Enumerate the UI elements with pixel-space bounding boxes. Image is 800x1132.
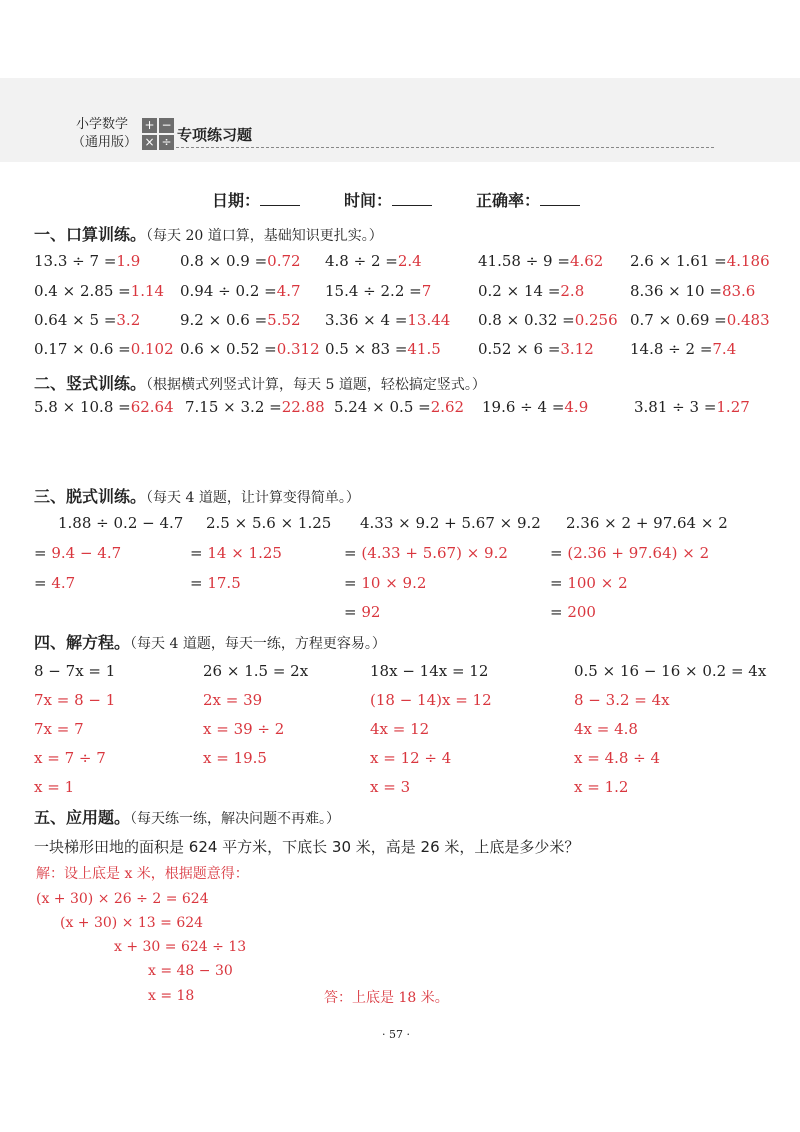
- vertical-answer: 4.9: [564, 398, 589, 416]
- equation-step: (18 − 14)x = 12: [370, 691, 492, 709]
- oral-problem: [180, 250, 301, 272]
- equation-step: 7x = 8 − 1: [34, 691, 116, 709]
- vertical-problem: [334, 396, 464, 418]
- section-word-note: （每天练一练，解决问题不再难。）: [130, 811, 341, 827]
- stepwise-step: [550, 572, 628, 594]
- stepwise-value: 14 × 1.25: [207, 544, 282, 562]
- oral-answer: 4.186: [726, 252, 770, 270]
- section-stepwise-title: [34, 484, 360, 507]
- stepwise-step: [344, 542, 508, 564]
- section-oral-note: （每天 20 道口算，基础知识更扎实。）: [146, 228, 383, 244]
- oral-question: 0.7 × 0.69 =: [630, 311, 727, 329]
- oral-problem: [630, 280, 755, 302]
- stepwise-step: [550, 542, 709, 564]
- oral-answer: 4.62: [569, 252, 604, 270]
- equals-sign: =: [190, 544, 208, 562]
- section-vertical-note: （根据横式列竖式计算，每天 5 道题，轻松搞定竖式。）: [146, 377, 486, 393]
- equals-sign: =: [344, 574, 362, 592]
- oral-problem: [180, 280, 301, 302]
- equals-sign: =: [34, 574, 52, 592]
- stepwise-value: 92: [361, 603, 381, 621]
- solution-step: (x + 30) × 26 ÷ 2 = 624: [36, 891, 209, 907]
- vertical-question: 3.81 ÷ 3 =: [634, 398, 717, 416]
- vertical-answer: 2.62: [430, 398, 465, 416]
- oral-answer: 3.2: [116, 311, 141, 329]
- equation-step: x = 12 ÷ 4: [370, 749, 452, 767]
- vertical-answer: 1.27: [716, 398, 750, 416]
- oral-answer: 7: [421, 282, 432, 300]
- section-stepwise-heading: 三、脱式训练。: [34, 487, 147, 506]
- section-oral-heading: 一、口算训练。: [34, 225, 147, 244]
- oral-problem: [630, 250, 770, 272]
- equals-sign: =: [550, 544, 568, 562]
- oral-answer: 0.102: [130, 340, 174, 358]
- equation: 8 − 7x = 1: [34, 662, 116, 680]
- oral-answer: 41.5: [407, 340, 441, 358]
- oral-question: 0.8 × 0.9 =: [180, 252, 268, 270]
- oral-question: 14.8 ÷ 2 =: [630, 340, 713, 358]
- oral-question: 4.8 ÷ 2 =: [325, 252, 398, 270]
- solution-step: x + 30 = 624 ÷ 13: [114, 939, 247, 955]
- stepwise-value: 17.5: [207, 574, 241, 592]
- accuracy-field: [476, 188, 580, 211]
- oral-problem: [478, 309, 618, 331]
- divide-icon: ÷: [159, 135, 174, 150]
- equals-sign: =: [550, 574, 568, 592]
- oral-question: 41.58 ÷ 9 =: [478, 252, 570, 270]
- oral-question: 0.6 × 0.52 =: [180, 340, 277, 358]
- page-number: · 57 ·: [382, 1028, 410, 1041]
- equals-sign: =: [190, 574, 208, 592]
- oral-question: 0.5 × 83 =: [325, 340, 408, 358]
- date-blank: [260, 191, 300, 206]
- section-equations-heading: 四、解方程。: [34, 633, 131, 652]
- stepwise-step: [344, 601, 380, 623]
- oral-question: 0.94 ÷ 0.2 =: [180, 282, 277, 300]
- stepwise-step: [344, 572, 426, 594]
- stepwise-step: [34, 572, 75, 594]
- stepwise-value: 4.7: [51, 574, 76, 592]
- oral-problem: [180, 338, 320, 360]
- oral-answer: 5.52: [267, 311, 301, 329]
- solution-step: x = 48 − 30: [148, 963, 233, 979]
- stepwise-step: [550, 601, 596, 623]
- oral-problem: [630, 309, 770, 331]
- oral-problem: [34, 338, 174, 360]
- equals-sign: =: [550, 603, 568, 621]
- time-label: 时间：: [344, 191, 393, 210]
- vertical-question: 5.8 × 10.8 =: [34, 398, 131, 416]
- equation-step: 7x = 7: [34, 720, 84, 738]
- oral-problem: [325, 250, 422, 272]
- stepwise-value: (4.33 + 5.67) × 9.2: [361, 544, 508, 562]
- brand-line-1: 小学数学: [76, 117, 129, 132]
- oral-answer: 0.312: [276, 340, 320, 358]
- date-field: [212, 188, 300, 211]
- oral-answer: 2.4: [397, 252, 422, 270]
- stepwise-value: 200: [567, 603, 596, 621]
- oral-question: 2.6 × 1.61 =: [630, 252, 727, 270]
- oral-question: 0.17 × 0.6 =: [34, 340, 131, 358]
- oral-question: 0.4 × 2.85 =: [34, 282, 131, 300]
- stepwise-expression: 1.88 ÷ 0.2 − 4.7: [58, 514, 184, 532]
- vertical-question: 5.24 × 0.5 =: [334, 398, 431, 416]
- time-blank: [392, 191, 432, 206]
- section-word-title: [34, 805, 340, 828]
- oral-problem: [180, 309, 301, 331]
- oral-answer: 0.72: [267, 252, 301, 270]
- header-divider: [176, 147, 714, 148]
- oral-answer: 0.256: [574, 311, 618, 329]
- oral-answer: 7.4: [712, 340, 737, 358]
- accuracy-label: 正确率：: [476, 191, 541, 210]
- times-icon: ×: [142, 135, 157, 150]
- stepwise-value: 10 × 9.2: [361, 574, 427, 592]
- stepwise-expression: 2.36 × 2 + 97.64 × 2: [566, 514, 728, 532]
- equals-sign: =: [344, 544, 362, 562]
- stepwise-step: [190, 542, 282, 564]
- vertical-answer: 22.88: [281, 398, 325, 416]
- minus-icon: −: [159, 118, 174, 133]
- equation-step: x = 1.2: [574, 778, 629, 796]
- solution-intro: 解：设上底是 x 米，根据题意得：: [36, 866, 249, 882]
- equals-sign: =: [344, 603, 362, 621]
- word-answer: 答：上底是 18 米。: [324, 990, 449, 1006]
- vertical-question: 7.15 × 3.2 =: [185, 398, 282, 416]
- oral-answer: 2.8: [560, 282, 585, 300]
- oral-problem: [478, 338, 594, 360]
- equals-sign: =: [34, 544, 52, 562]
- section-stepwise-note: （每天 4 道题，让计算变得简单。）: [146, 490, 360, 506]
- oral-question: 0.2 × 14 =: [478, 282, 561, 300]
- vertical-problem: [34, 396, 174, 418]
- oral-problem: [34, 309, 140, 331]
- stepwise-value: (2.36 + 97.64) × 2: [567, 544, 710, 562]
- section-word-heading: 五、应用题。: [34, 808, 131, 827]
- oral-question: 0.52 × 6 =: [478, 340, 561, 358]
- oral-question: 8.36 × 10 =: [630, 282, 722, 300]
- oral-answer: 0.483: [726, 311, 770, 329]
- date-label: 日期：: [212, 191, 261, 210]
- vertical-question: 19.6 ÷ 4 =: [482, 398, 565, 416]
- oral-question: 0.64 × 5 =: [34, 311, 117, 329]
- section-vertical-heading: 二、竖式训练。: [34, 374, 147, 393]
- section-equations-title: [34, 630, 386, 653]
- plus-icon: +: [142, 118, 157, 133]
- oral-problem: [34, 280, 164, 302]
- oral-question: 9.2 × 0.6 =: [180, 311, 268, 329]
- oral-problem: [325, 280, 431, 302]
- stepwise-step: [190, 572, 241, 594]
- oral-problem: [478, 250, 603, 272]
- accuracy-blank: [540, 191, 580, 206]
- stepwise-expression: 4.33 × 9.2 + 5.67 × 9.2: [360, 514, 541, 532]
- stepwise-value: 9.4 − 4.7: [51, 544, 122, 562]
- header-title: 专项练习题: [177, 126, 253, 144]
- equation-step: x = 4.8 ÷ 4: [574, 749, 661, 767]
- oral-answer: 83.6: [721, 282, 756, 300]
- equation-step: x = 7 ÷ 7: [34, 749, 106, 767]
- time-field: [344, 188, 432, 211]
- oral-question: 15.4 ÷ 2.2 =: [325, 282, 422, 300]
- stepwise-step: [34, 542, 121, 564]
- vertical-answer: 62.64: [130, 398, 174, 416]
- oral-answer: 1.9: [116, 252, 141, 270]
- oral-question: 0.8 × 0.32 =: [478, 311, 575, 329]
- stepwise-expression: 2.5 × 5.6 × 1.25: [206, 514, 332, 532]
- equation: 0.5 × 16 − 16 × 0.2 = 4x: [574, 662, 767, 680]
- section-equations-note: （每天 4 道题，每天一练，方程更容易。）: [130, 636, 386, 652]
- oral-answer: 3.12: [560, 340, 594, 358]
- oral-question: 3.36 × 4 =: [325, 311, 408, 329]
- vertical-problem: [482, 396, 588, 418]
- oral-answer: 1.14: [130, 282, 165, 300]
- equation-step: 4x = 4.8: [574, 720, 638, 738]
- equation-step: x = 39 ÷ 2: [203, 720, 285, 738]
- equation-step: 2x = 39: [203, 691, 263, 709]
- oral-answer: 13.44: [407, 311, 451, 329]
- equation-step: x = 1: [34, 778, 75, 796]
- oral-problem: [34, 250, 140, 272]
- operations-logo: [142, 118, 174, 150]
- equation-step: x = 3: [370, 778, 411, 796]
- oral-answer: 4.7: [276, 282, 301, 300]
- stepwise-value: 100 × 2: [567, 574, 628, 592]
- section-vertical-title: [34, 371, 486, 394]
- equation-step: 4x = 12: [370, 720, 430, 738]
- equation: 18x − 14x = 12: [370, 662, 489, 680]
- oral-problem: [630, 338, 736, 360]
- solution-step: x = 18: [148, 988, 195, 1004]
- equation-step: x = 19.5: [203, 749, 267, 767]
- vertical-problem: [185, 396, 325, 418]
- oral-problem: [478, 280, 584, 302]
- section-oral-title: [34, 222, 383, 245]
- equation: 26 × 1.5 = 2x: [203, 662, 309, 680]
- oral-problem: [325, 309, 450, 331]
- oral-question: 13.3 ÷ 7 =: [34, 252, 117, 270]
- vertical-problem: [634, 396, 750, 418]
- word-question: 一块梯形田地的面积是 624 平方米，下底长 30 米，高是 26 米，上底是多少米？: [34, 838, 580, 856]
- brand-line-2: （通用版）: [72, 135, 138, 150]
- solution-step: (x + 30) × 13 = 624: [60, 915, 204, 931]
- equation-step: 8 − 3.2 = 4x: [574, 691, 670, 709]
- oral-problem: [325, 338, 441, 360]
